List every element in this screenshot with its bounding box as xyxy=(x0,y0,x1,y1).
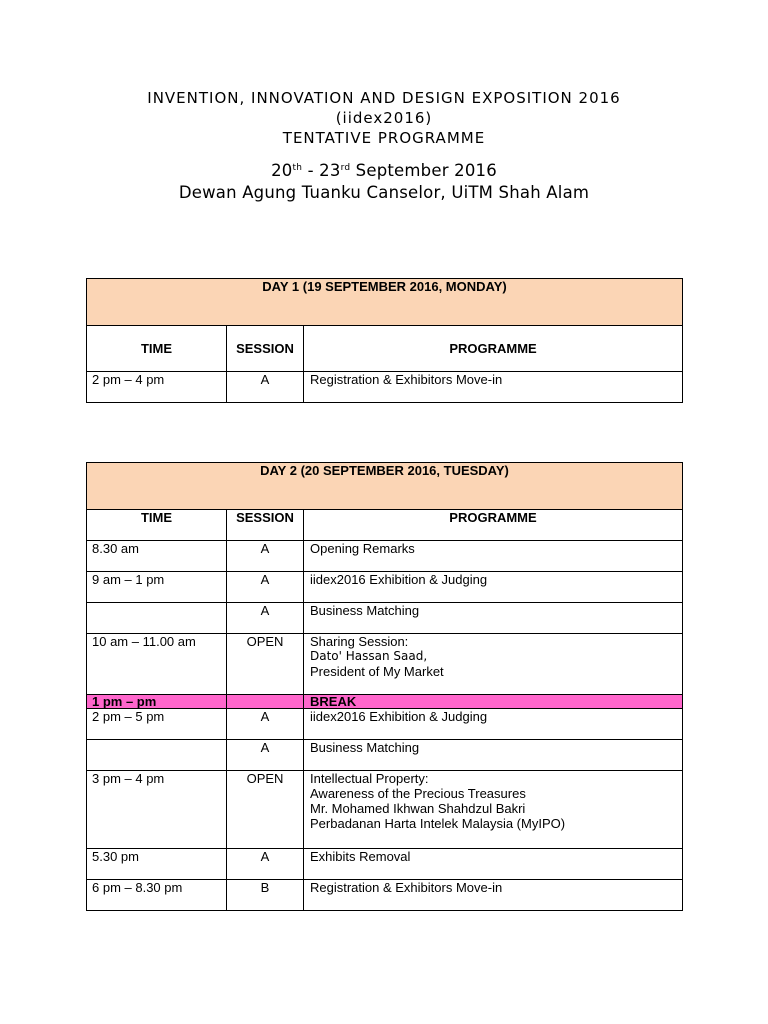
document-header xyxy=(0,88,768,204)
column-header-programme: PROGRAMME xyxy=(304,326,683,372)
table-row xyxy=(87,634,683,695)
event-dates xyxy=(0,160,768,182)
event-title: INVENTION, INNOVATION AND DESIGN EXPOSITION 2016 xyxy=(147,89,621,107)
table-row xyxy=(87,603,683,634)
speaker-name: Dato' Hassan Saad, xyxy=(310,649,428,663)
column-header-time: TIME xyxy=(87,510,227,541)
column-header-programme: PROGRAMME xyxy=(304,510,683,541)
row-programme xyxy=(304,771,683,849)
speaker-organisation: Perbadanan Harta Intelek Malaysia (MyIPO) xyxy=(310,816,566,831)
row-time xyxy=(87,740,227,771)
row-session: A xyxy=(227,603,304,634)
row-programme: iidex2016 Exhibition & Judging xyxy=(304,709,683,740)
column-header-session: SESSION xyxy=(227,326,304,372)
programme-subtitle: Awareness of the Precious Treasures xyxy=(310,786,526,801)
row-time: 6 pm – 8.30 pm xyxy=(87,880,227,911)
row-programme: Opening Remarks xyxy=(304,541,683,572)
event-venue: Dewan Agung Tuanku Canselor, UiTM Shah Alam xyxy=(178,183,590,202)
programme-line: Intellectual Property: xyxy=(310,771,429,786)
row-session: OPEN xyxy=(227,771,304,849)
row-programme xyxy=(304,634,683,695)
day2-column-headers xyxy=(87,510,683,541)
document-title: TENTATIVE PROGRAMME xyxy=(282,129,486,147)
speaker-name: Mr. Mohamed Ikhwan Shahdzul Bakri xyxy=(310,801,526,816)
date-rest: September 2016 xyxy=(350,161,497,180)
day2-header-row xyxy=(87,463,683,510)
day2-title: DAY 2 (20 SEPTEMBER 2016, TUESDAY) xyxy=(87,463,683,510)
table-row xyxy=(87,849,683,880)
row-session: A xyxy=(227,372,304,403)
row-time: 9 am – 1 pm xyxy=(87,572,227,603)
day1-title: DAY 1 (19 SEPTEMBER 2016, MONDAY) xyxy=(87,279,683,326)
column-header-session: SESSION xyxy=(227,510,304,541)
row-session xyxy=(227,695,304,709)
row-programme: iidex2016 Exhibition & Judging xyxy=(304,572,683,603)
row-session: OPEN xyxy=(227,634,304,695)
day2-table xyxy=(86,462,683,911)
row-session: A xyxy=(227,709,304,740)
row-programme: Registration & Exhibitors Move-in xyxy=(304,372,683,403)
row-time: 5.30 pm xyxy=(87,849,227,880)
date-start-suffix: th xyxy=(292,163,303,173)
row-time: 2 pm – 5 pm xyxy=(87,709,227,740)
row-session: A xyxy=(227,572,304,603)
row-programme: Business Matching xyxy=(304,740,683,771)
table-row xyxy=(87,880,683,911)
date-end-suffix: rd xyxy=(340,163,351,173)
day1-header-row xyxy=(87,279,683,326)
row-time: 8.30 am xyxy=(87,541,227,572)
speaker-title: President of My Market xyxy=(310,664,444,679)
row-time: 3 pm – 4 pm xyxy=(87,771,227,849)
column-header-time: TIME xyxy=(87,326,227,372)
row-programme: Business Matching xyxy=(304,603,683,634)
row-programme: BREAK xyxy=(304,695,683,709)
table-row xyxy=(87,771,683,849)
day1-column-headers xyxy=(87,326,683,372)
row-session: A xyxy=(227,849,304,880)
table-row xyxy=(87,740,683,771)
table-row xyxy=(87,572,683,603)
row-time: 1 pm – pm xyxy=(87,695,227,709)
programme-line: Sharing Session: xyxy=(310,634,409,649)
row-time: 10 am – 11.00 am xyxy=(87,634,227,695)
table-row xyxy=(87,709,683,740)
event-short-name: (iidex2016) xyxy=(335,109,433,127)
table-row xyxy=(87,541,683,572)
table-row xyxy=(87,372,683,403)
date-start: 20 xyxy=(271,161,293,180)
row-time xyxy=(87,603,227,634)
row-session: A xyxy=(227,740,304,771)
row-programme: Registration & Exhibitors Move-in xyxy=(304,880,683,911)
date-mid: - 23 xyxy=(302,161,341,180)
row-programme: Exhibits Removal xyxy=(304,849,683,880)
row-session: B xyxy=(227,880,304,911)
row-time: 2 pm – 4 pm xyxy=(87,372,227,403)
row-session: A xyxy=(227,541,304,572)
break-row xyxy=(87,695,683,709)
day1-table xyxy=(86,278,683,403)
